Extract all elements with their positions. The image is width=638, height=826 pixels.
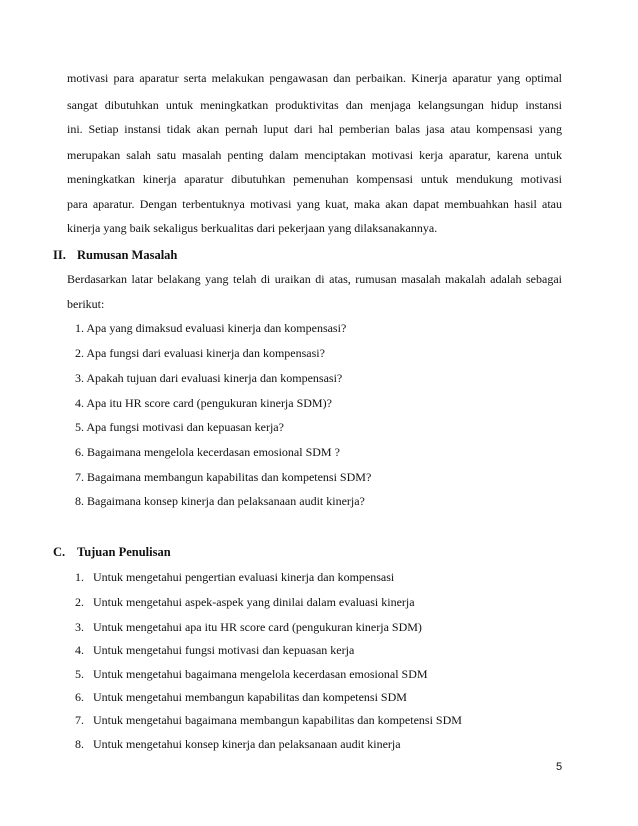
list-item-number: 3.: [75, 620, 84, 634]
list-item-text: Untuk mengetahui bagaimana membangun kapabilitas dan kompetensi SDM: [93, 713, 462, 727]
intro-line: kinerja yang baik sekaligus berkualitas dari pekerjaan yang dilaksanakannya.: [67, 221, 438, 235]
list-item: 2. Apa fungsi dari evaluasi kinerja dan kompensasi?: [75, 346, 325, 360]
list-item-number: 2.: [75, 595, 84, 609]
list-item: 1. Apa yang dimaksud evaluasi kinerja dan kompensasi?: [75, 321, 347, 335]
list-item-number: 6.: [75, 690, 84, 704]
list-item-text: Untuk mengetahui fungsi motivasi dan kepuasan kerja: [93, 643, 355, 657]
intro-line: ini. Setiap instansi tidak akan pernah luput dari hal pemberian balas jasa atau kompensasi yang: [67, 122, 562, 136]
list-item-text: Untuk mengetahui pengertian evaluasi kinerja dan kompensasi: [93, 570, 395, 584]
list-item: 6. Bagaimana mengelola kecerdasan emosional SDM ?: [75, 445, 340, 459]
section-title: Rumusan Masalah: [77, 248, 178, 262]
list-item-text: Untuk mengetahui bagaimana mengelola kecerdasan emosional SDM: [93, 667, 428, 681]
list-item-text: Untuk mengetahui konsep kinerja dan pelaksanaan audit kinerja: [93, 737, 401, 751]
list-item-text: Untuk mengetahui apa itu HR score card (pengukuran kinerja SDM): [93, 620, 422, 634]
intro-line: meningkatkan kinerja aparatur dibutuhkan pemenuhan kompensasi untuk mendukung motivasi: [67, 172, 562, 186]
list-item: 8. Bagaimana konsep kinerja dan pelaksanaan audit kinerja?: [75, 494, 365, 508]
list-item-number: 4.: [75, 643, 84, 657]
list-item: 4. Apa itu HR score card (pengukuran kinerja SDM)?: [75, 396, 332, 410]
intro-line: motivasi para aparatur serta melakukan pengawasan dan perbaikan. Kinerja aparatur yang optimal: [67, 71, 562, 85]
section-title: Tujuan Penulisan: [77, 545, 171, 559]
list-item-text: Untuk mengetahui membangun kapabilitas dan kompetensi SDM: [93, 690, 407, 704]
section-intro-line: berikut:: [67, 297, 105, 311]
list-item-number: 5.: [75, 667, 84, 681]
list-item-text: Untuk mengetahui aspek-aspek yang dinilai dalam evaluasi kinerja: [93, 595, 415, 609]
list-item-number: 8.: [75, 737, 84, 751]
page-number: 5: [556, 761, 563, 773]
list-item-number: 1.: [75, 570, 84, 584]
intro-line: para aparatur. Dengan terbentuknya motivasi yang kuat, maka akan dapat membuahkan hasil atau: [67, 197, 562, 211]
list-item: 7. Bagaimana membangun kapabilitas dan kompetensi SDM?: [75, 470, 372, 484]
section-number: C.: [53, 545, 66, 559]
section-number: II.: [53, 248, 66, 262]
list-item: 5. Apa fungsi motivasi dan kepuasan kerja?: [75, 420, 284, 434]
intro-line: sangat dibutuhkan untuk meningkatkan produktivitas dan menjaga kelangsungan hidup instansi: [67, 98, 562, 112]
list-item-number: 7.: [75, 713, 84, 727]
intro-line: merupakan salah satu masalah penting dalam menciptakan motivasi kerja aparatur, karena untuk: [67, 148, 562, 162]
section-intro-line: Berdasarkan latar belakang yang telah di uraikan di atas, rumusan masalah makalah adalah sebagai: [67, 272, 562, 286]
list-item: 3. Apakah tujuan dari evaluasi kinerja dan kompensasi?: [75, 371, 343, 385]
